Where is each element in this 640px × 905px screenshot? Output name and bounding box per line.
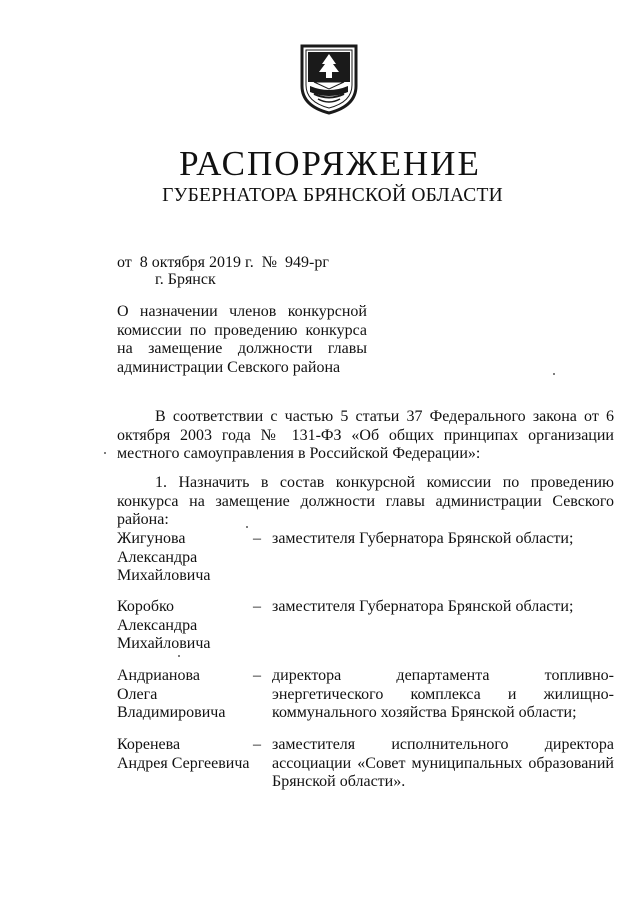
commission-member xyxy=(117,667,614,727)
member-patronymic: Михайловича xyxy=(117,635,211,652)
commission-member xyxy=(117,736,614,796)
member-position: директора департамента топливно-энергетического комплекса и жилищно-коммунального хозяйства Брянской области; xyxy=(272,667,614,721)
member-surname: Жигунова xyxy=(117,530,186,547)
scan-speck xyxy=(178,655,180,657)
member-name xyxy=(117,598,257,654)
member-surname: Коробко xyxy=(117,598,174,615)
scan-speck xyxy=(104,452,106,454)
commission-member xyxy=(117,598,614,658)
document-city: г. Брянск xyxy=(155,271,216,288)
member-position: заместителя Губернатора Брянской области; xyxy=(272,530,574,547)
coat-of-arms-icon xyxy=(298,42,360,116)
member-first-name: Александра xyxy=(117,616,198,634)
member-dash: – xyxy=(253,598,261,615)
document-date-number: от 8 октября 2019 г. № 949-рг xyxy=(117,254,329,271)
member-dash: – xyxy=(253,667,261,684)
member-first-name: Олега xyxy=(117,685,158,703)
member-dash: – xyxy=(253,736,261,753)
member-position: заместителя исполнительного директора ассоциации «Совет муниципальных образований Брянской области». xyxy=(272,736,614,790)
member-patronymic: Михайловича xyxy=(117,567,211,584)
member-position: заместителя Губернатора Брянской области; xyxy=(272,598,574,615)
preamble-paragraph: В соответствии с частью 5 статьи 37 Федерального закона от 6 октября 2003 года № 131-ФЗ «Об общих принципах организации местного самоуправления в Российской Федерации»: xyxy=(117,408,614,462)
clause-1-paragraph: 1. Назначить в состав конкурсной комиссии по проведению конкурса на замещение должности главы администрации Севского района: xyxy=(117,474,614,528)
document-subject: О назначении членов конкурсной комиссии по проведению конкурса на замещение должности главы администрации Севского района xyxy=(117,303,367,376)
member-patronymic: Владимировича xyxy=(117,704,226,721)
member-first-name: Андрея Сергеевича xyxy=(117,754,250,772)
member-name xyxy=(117,530,257,586)
scan-speck xyxy=(553,373,555,375)
document-subtitle: ГУБЕРНАТОРА БРЯНСКОЙ ОБЛАСТИ xyxy=(162,185,503,206)
commission-member xyxy=(117,530,614,590)
member-first-name: Александра xyxy=(117,548,198,566)
member-dash: – xyxy=(253,530,261,547)
scan-speck xyxy=(246,526,248,528)
document-title: РАСПОРЯЖЕНИЕ xyxy=(179,144,481,183)
member-name xyxy=(117,736,257,773)
member-name xyxy=(117,667,257,723)
member-surname: Андрианова xyxy=(117,667,200,684)
member-surname: Коренева xyxy=(117,736,181,753)
